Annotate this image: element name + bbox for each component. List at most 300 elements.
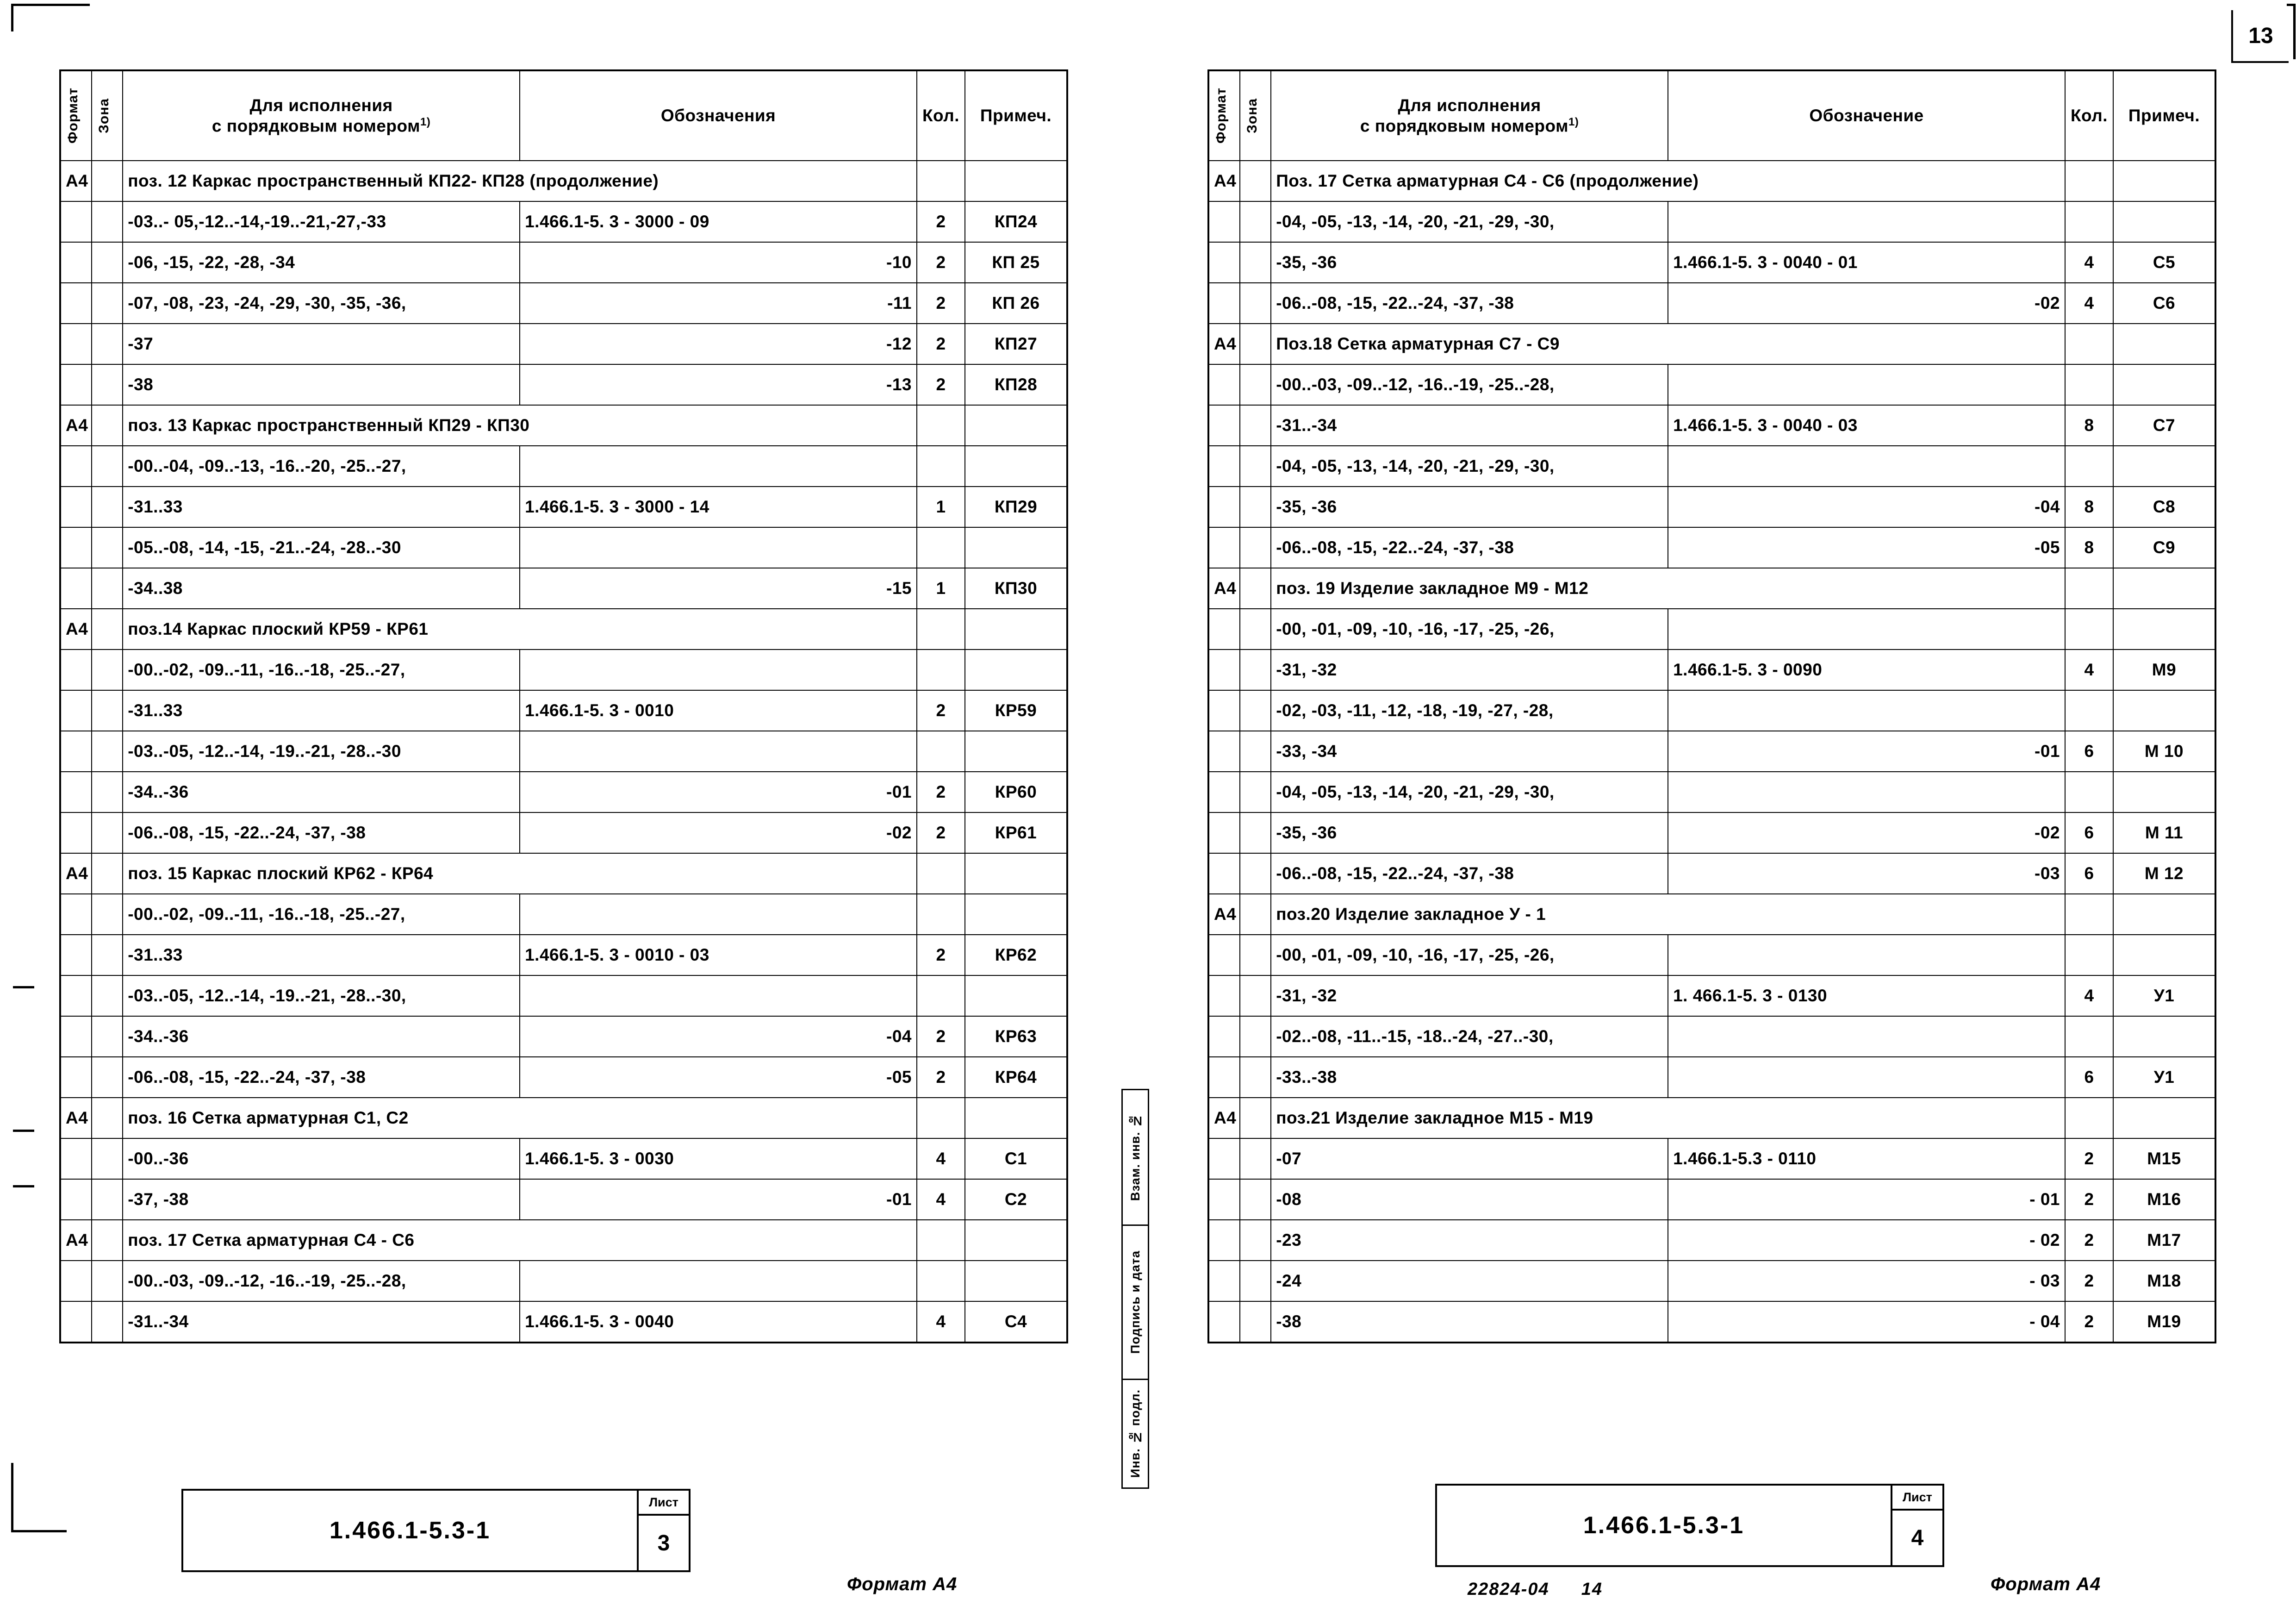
- cell-quantity: 4: [917, 1138, 965, 1179]
- cell-zone: [1240, 1016, 1271, 1057]
- cell-designation: [1668, 1016, 2065, 1057]
- sheet-number-right: 4: [1911, 1525, 1924, 1550]
- cell-format: [1208, 731, 1240, 772]
- cell-remark: КР60: [965, 772, 1067, 812]
- cell-designation: 1.466.1-5. 3 - 0010 - 03: [520, 935, 917, 975]
- table-row: [60, 935, 1067, 975]
- cell-quantity: 2: [2065, 1179, 2113, 1220]
- cell-zone: [92, 690, 123, 731]
- sheet-label-left: Лист: [639, 1491, 689, 1516]
- cell-quantity: 2: [2065, 1261, 2113, 1301]
- table-row-section-title: [60, 405, 1067, 446]
- table-row: [60, 1179, 1067, 1220]
- cell-quantity: 4: [2065, 650, 2113, 690]
- cell-format: А4: [1208, 568, 1240, 609]
- cell-quantity: [2065, 609, 2113, 650]
- cell-designation: -02: [1668, 812, 2065, 853]
- cell-execution-numbers: -00, -01, -09, -10, -16, -17, -25, -26,: [1271, 609, 1668, 650]
- cell-zone: [1240, 527, 1271, 568]
- cell-designation: [1668, 201, 2065, 242]
- archive-code: [1468, 1580, 1603, 1599]
- cell-format: [60, 283, 92, 324]
- sheet-right: [1128, 0, 2296, 1624]
- cell-zone: [92, 1138, 123, 1179]
- cell-remark: [2113, 935, 2215, 975]
- cell-quantity: [2065, 161, 2113, 201]
- cell-format: [60, 487, 92, 527]
- cell-remark: [2113, 772, 2215, 812]
- cell-quantity: [2065, 364, 2113, 405]
- cell-execution-numbers: -06..-08, -15, -22..-24, -37, -38: [123, 812, 520, 853]
- cell-remark: М17: [2113, 1220, 2215, 1261]
- cell-zone: [1240, 568, 1271, 609]
- cell-remark: М 10: [2113, 731, 2215, 772]
- cell-execution-numbers: -31, -32: [1271, 975, 1668, 1016]
- cell-designation: [520, 527, 917, 568]
- cell-remark: М18: [2113, 1261, 2215, 1301]
- cell-quantity: [2065, 690, 2113, 731]
- cell-quantity: 6: [2065, 1057, 2113, 1098]
- cell-designation: - 01: [1668, 1179, 2065, 1220]
- cell-remark: С1: [965, 1138, 1067, 1179]
- cell-format: [60, 527, 92, 568]
- cell-format: А4: [1208, 894, 1240, 935]
- frame-tick-left-mid3: [13, 1185, 34, 1187]
- cell-format: А4: [60, 405, 92, 446]
- cell-designation: [520, 731, 917, 772]
- cell-designation: 1.466.1-5. 3 - 3000 - 14: [520, 487, 917, 527]
- cell-designation: [1668, 446, 2065, 487]
- cell-designation: 1.466.1-5. 3 - 0010: [520, 690, 917, 731]
- table-row: [60, 364, 1067, 405]
- cell-remark: [965, 527, 1067, 568]
- cell-execution-numbers: -05..-08, -14, -15, -21..-24, -28..-30: [123, 527, 520, 568]
- section-title: поз. 19 Изделие закладное М9 - М12: [1271, 568, 2065, 609]
- section-title: поз. 13 Каркас пространственный КП29 - КП30: [123, 405, 917, 446]
- header-execution: [1271, 70, 1668, 161]
- cell-remark: С6: [2113, 283, 2215, 324]
- cell-designation: -04: [1668, 487, 2065, 527]
- cell-quantity: 2: [917, 690, 965, 731]
- cell-execution-numbers: -00..-36: [123, 1138, 520, 1179]
- cell-remark: [965, 446, 1067, 487]
- cell-zone: [1240, 487, 1271, 527]
- cell-zone: [1240, 446, 1271, 487]
- cell-format: [60, 894, 92, 935]
- cell-format: [60, 1301, 92, 1343]
- cell-format: [60, 1261, 92, 1301]
- header-execution-footnote-marker: 1): [1568, 115, 1579, 128]
- cell-zone: [1240, 1179, 1271, 1220]
- cell-execution-numbers: -04, -05, -13, -14, -20, -21, -29, -30,: [1271, 446, 1668, 487]
- cell-zone: [1240, 283, 1271, 324]
- cell-execution-numbers: -34..-36: [123, 772, 520, 812]
- cell-remark: [2113, 201, 2215, 242]
- table-row: [60, 772, 1067, 812]
- cell-execution-numbers: -06..-08, -15, -22..-24, -37, -38: [1271, 527, 1668, 568]
- cell-quantity: 8: [2065, 405, 2113, 446]
- cell-designation: - 03: [1668, 1261, 2065, 1301]
- cell-format: [1208, 1057, 1240, 1098]
- cell-zone: [1240, 650, 1271, 690]
- cell-remark: [2113, 1016, 2215, 1057]
- table-row: [1208, 1016, 2215, 1057]
- cell-format: [1208, 1301, 1240, 1343]
- cell-designation: -11: [520, 283, 917, 324]
- table-row: [60, 812, 1067, 853]
- cell-zone: [92, 527, 123, 568]
- cell-remark: [2113, 568, 2215, 609]
- cell-execution-numbers: -23: [1271, 1220, 1668, 1261]
- cell-zone: [92, 812, 123, 853]
- cell-remark: [965, 975, 1067, 1016]
- cell-remark: М15: [2113, 1138, 2215, 1179]
- cell-designation: [520, 1261, 917, 1301]
- cell-execution-numbers: -31..33: [123, 935, 520, 975]
- cell-zone: [1240, 1220, 1271, 1261]
- cell-remark: [965, 609, 1067, 650]
- cell-zone: [92, 324, 123, 364]
- cell-quantity: 4: [2065, 283, 2113, 324]
- table-row: [1208, 812, 2215, 853]
- cell-quantity: 2: [917, 283, 965, 324]
- cell-quantity: [2065, 201, 2113, 242]
- cell-quantity: 2: [917, 242, 965, 283]
- table-row: [1208, 731, 2215, 772]
- cell-execution-numbers: -06..-08, -15, -22..-24, -37, -38: [123, 1057, 520, 1098]
- sidebar-vzam-inv: Взам. инв. №: [1123, 1090, 1148, 1226]
- cell-designation: [1668, 935, 2065, 975]
- cell-format: А4: [60, 609, 92, 650]
- cell-designation: -02: [520, 812, 917, 853]
- table-row-section-title: [60, 609, 1067, 650]
- cell-remark: [965, 1098, 1067, 1138]
- table-row: [1208, 1057, 2215, 1098]
- cell-remark: [965, 650, 1067, 690]
- cell-zone: [92, 853, 123, 894]
- archive-code-extra: 14: [1581, 1580, 1603, 1599]
- cell-quantity: [2065, 1016, 2113, 1057]
- cell-execution-numbers: -03..-05, -12..-14, -19..-21, -28..-30,: [123, 975, 520, 1016]
- cell-quantity: [917, 853, 965, 894]
- table-row: [60, 283, 1067, 324]
- cell-execution-numbers: -00..-03, -09..-12, -16..-19, -25..-28,: [1271, 364, 1668, 405]
- cell-quantity: [917, 161, 965, 201]
- sidebar-podpis-data: Подпись и дата: [1123, 1226, 1148, 1380]
- table-row: [1208, 242, 2215, 283]
- cell-zone: [1240, 324, 1271, 364]
- cell-designation: 1.466.1-5. 3 - 0030: [520, 1138, 917, 1179]
- cell-remark: КП30: [965, 568, 1067, 609]
- cell-zone: [92, 1057, 123, 1098]
- table-row: [60, 650, 1067, 690]
- cell-remark: КР63: [965, 1016, 1067, 1057]
- format-note-left: Формат А4: [847, 1574, 958, 1594]
- section-title: поз.21 Изделие закладное М15 - М19: [1271, 1098, 2065, 1138]
- cell-format: [60, 364, 92, 405]
- header-execution: [123, 70, 520, 161]
- cell-format: [60, 975, 92, 1016]
- cell-zone: [1240, 1301, 1271, 1343]
- cell-zone: [1240, 894, 1271, 935]
- cell-format: [1208, 446, 1240, 487]
- cell-designation: -02: [1668, 283, 2065, 324]
- cell-zone: [92, 894, 123, 935]
- cell-format: [1208, 283, 1240, 324]
- specification-table-left: [59, 69, 1068, 1343]
- table-row-section-title: [60, 853, 1067, 894]
- cell-quantity: 2: [917, 364, 965, 405]
- cell-designation: 1.466.1-5. 3 - 0090: [1668, 650, 2065, 690]
- header-zone: [1240, 70, 1271, 161]
- cell-quantity: 2: [2065, 1220, 2113, 1261]
- cell-remark: М16: [2113, 1179, 2215, 1220]
- header-zone-label: Зона: [96, 98, 112, 133]
- cell-designation: -01: [1668, 731, 2065, 772]
- cell-remark: [965, 1220, 1067, 1261]
- cell-zone: [1240, 609, 1271, 650]
- cell-format: А4: [1208, 1098, 1240, 1138]
- table-row: [60, 1301, 1067, 1343]
- cell-quantity: 2: [917, 1016, 965, 1057]
- cell-zone: [1240, 772, 1271, 812]
- header-execution-line2: с порядковым номером: [1360, 116, 1569, 136]
- cell-format: [1208, 975, 1240, 1016]
- cell-format: А4: [1208, 324, 1240, 364]
- drawing-sidebar: [1121, 1089, 1149, 1489]
- header-execution-line1: Для исполнения: [249, 96, 393, 115]
- page-number: 13: [2248, 23, 2273, 48]
- cell-zone: [1240, 853, 1271, 894]
- section-title: поз. 12 Каркас пространственный КП22- КП28 (продолжение): [123, 161, 917, 201]
- table-row-section-title: [60, 1098, 1067, 1138]
- table-row: [1208, 1301, 2215, 1343]
- cell-format: [60, 812, 92, 853]
- cell-zone: [1240, 1057, 1271, 1098]
- table-row: [1208, 1179, 2215, 1220]
- cell-format: [1208, 487, 1240, 527]
- section-title: Поз. 17 Сетка арматурная С4 - С6 (продолжение): [1271, 161, 2065, 201]
- cell-zone: [1240, 242, 1271, 283]
- cell-format: [1208, 935, 1240, 975]
- cell-quantity: 1: [917, 568, 965, 609]
- cell-designation: -01: [520, 772, 917, 812]
- cell-remark: [965, 853, 1067, 894]
- cell-zone: [1240, 1098, 1271, 1138]
- cell-designation: 1. 466.1-5. 3 - 0130: [1668, 975, 2065, 1016]
- cell-quantity: 2: [917, 201, 965, 242]
- frame-tick-left-mid: [13, 986, 34, 988]
- cell-format: [1208, 772, 1240, 812]
- cell-designation: 1.466.1-5. 3 - 0040: [520, 1301, 917, 1343]
- cell-designation: [1668, 609, 2065, 650]
- cell-remark: [965, 1261, 1067, 1301]
- cell-format: [1208, 364, 1240, 405]
- cell-format: А4: [60, 161, 92, 201]
- cell-remark: [2113, 609, 2215, 650]
- cell-designation: 1.466.1-5. 3 - 0040 - 03: [1668, 405, 2065, 446]
- cell-remark: КП27: [965, 324, 1067, 364]
- cell-remark: КР64: [965, 1057, 1067, 1098]
- cell-quantity: 6: [2065, 731, 2113, 772]
- cell-zone: [92, 1016, 123, 1057]
- cell-designation: -04: [520, 1016, 917, 1057]
- cell-format: [60, 201, 92, 242]
- cell-zone: [1240, 364, 1271, 405]
- table-row: [1208, 853, 2215, 894]
- page-number-box: [2231, 10, 2289, 63]
- cell-designation: [1668, 772, 2065, 812]
- cell-designation: 1.466.1-5. 3 - 3000 - 09: [520, 201, 917, 242]
- cell-remark: КР62: [965, 935, 1067, 975]
- sidebar-inv-podl: Инв. № подл.: [1128, 1389, 1142, 1478]
- table-row: [60, 975, 1067, 1016]
- cell-quantity: [917, 975, 965, 1016]
- cell-quantity: [2065, 772, 2113, 812]
- sheet-number-box-right: [1892, 1486, 1942, 1565]
- cell-designation: -01: [520, 1179, 917, 1220]
- cell-designation: - 04: [1668, 1301, 2065, 1343]
- cell-format: [60, 242, 92, 283]
- cell-quantity: [917, 1261, 965, 1301]
- cell-designation: -05: [1668, 527, 2065, 568]
- header-format-label: Формат: [65, 87, 81, 144]
- table-row: [60, 446, 1067, 487]
- cell-format: [1208, 1179, 1240, 1220]
- cell-designation: 1.466.1-5. 3 - 0040 - 01: [1668, 242, 2065, 283]
- cell-zone: [1240, 1261, 1271, 1301]
- cell-execution-numbers: -24: [1271, 1261, 1668, 1301]
- cell-designation: [520, 975, 917, 1016]
- table-row: [60, 1138, 1067, 1179]
- cell-quantity: 2: [917, 772, 965, 812]
- table-row: [1208, 283, 2215, 324]
- table-row: [1208, 1261, 2215, 1301]
- cell-execution-numbers: -35, -36: [1271, 242, 1668, 283]
- table-row-section-title: [60, 161, 1067, 201]
- cell-format: А4: [60, 1220, 92, 1261]
- cell-quantity: [917, 731, 965, 772]
- sheet-label-right: Лист: [1892, 1486, 1942, 1511]
- cell-zone: [92, 201, 123, 242]
- table-row: [1208, 201, 2215, 242]
- cell-execution-numbers: -03..-05, -12..-14, -19..-21, -28..-30: [123, 731, 520, 772]
- cell-designation: -15: [520, 568, 917, 609]
- cell-remark: [965, 161, 1067, 201]
- header-execution-footnote-marker: 1): [420, 115, 431, 128]
- cell-remark: С7: [2113, 405, 2215, 446]
- cell-quantity: [2065, 568, 2113, 609]
- cell-format: [60, 568, 92, 609]
- cell-remark: [965, 894, 1067, 935]
- table-row: [1208, 1220, 2215, 1261]
- cell-format: [1208, 853, 1240, 894]
- cell-remark: КР59: [965, 690, 1067, 731]
- cell-execution-numbers: -02, -03, -11, -12, -18, -19, -27, -28,: [1271, 690, 1668, 731]
- table-row: [60, 487, 1067, 527]
- cell-execution-numbers: -00..-04, -09..-13, -16..-20, -25..-27,: [123, 446, 520, 487]
- cell-quantity: [917, 446, 965, 487]
- cell-format: [1208, 201, 1240, 242]
- cell-quantity: 2: [2065, 1138, 2113, 1179]
- cell-quantity: [917, 609, 965, 650]
- cell-execution-numbers: -37: [123, 324, 520, 364]
- header-zone: [92, 70, 123, 161]
- cell-format: [1208, 812, 1240, 853]
- cell-zone: [92, 935, 123, 975]
- cell-execution-numbers: -03..- 05,-12..-14,-19..-21,-27,-33: [123, 201, 520, 242]
- table-row-section-title: [1208, 1098, 2215, 1138]
- cell-quantity: 6: [2065, 853, 2113, 894]
- table-row: [1208, 609, 2215, 650]
- cell-execution-numbers: -06..-08, -15, -22..-24, -37, -38: [1271, 853, 1668, 894]
- cell-zone: [1240, 405, 1271, 446]
- cell-format: [60, 1016, 92, 1057]
- cell-remark: М19: [2113, 1301, 2215, 1343]
- table-row: [1208, 446, 2215, 487]
- header-designation: Обозначения: [520, 70, 917, 161]
- cell-remark: М9: [2113, 650, 2215, 690]
- document-code-right: 1.466.1-5.3-1: [1437, 1486, 1892, 1565]
- section-title: поз. 17 Сетка арматурная С4 - С6: [123, 1220, 917, 1261]
- cell-format: [60, 1057, 92, 1098]
- cell-remark: [2113, 446, 2215, 487]
- cell-format: [1208, 242, 1240, 283]
- cell-execution-numbers: -07, -08, -23, -24, -29, -30, -35, -36,: [123, 283, 520, 324]
- cell-quantity: [917, 650, 965, 690]
- cell-zone: [92, 446, 123, 487]
- cell-execution-numbers: -37, -38: [123, 1179, 520, 1220]
- cell-zone: [1240, 812, 1271, 853]
- table-row: [60, 324, 1067, 364]
- cell-execution-numbers: -04, -05, -13, -14, -20, -21, -29, -30,: [1271, 772, 1668, 812]
- cell-quantity: [2065, 324, 2113, 364]
- cell-execution-numbers: -07: [1271, 1138, 1668, 1179]
- cell-designation: -03: [1668, 853, 2065, 894]
- cell-quantity: 2: [2065, 1301, 2113, 1343]
- cell-designation: [520, 894, 917, 935]
- cell-execution-numbers: -31, -32: [1271, 650, 1668, 690]
- cell-quantity: [917, 894, 965, 935]
- table-row-section-title: [1208, 568, 2215, 609]
- cell-quantity: [917, 1098, 965, 1138]
- cell-quantity: [2065, 446, 2113, 487]
- header-execution-line1: Для исполнения: [1398, 96, 1541, 115]
- table-row: [1208, 405, 2215, 446]
- cell-quantity: 2: [917, 324, 965, 364]
- cell-format: [1208, 609, 1240, 650]
- cell-format: [1208, 527, 1240, 568]
- cell-remark: [965, 405, 1067, 446]
- document-code-left: 1.466.1-5.3-1: [183, 1491, 639, 1570]
- cell-format: [60, 1179, 92, 1220]
- cell-format: [1208, 650, 1240, 690]
- cell-quantity: [2065, 1098, 2113, 1138]
- cell-remark: С9: [2113, 527, 2215, 568]
- cell-remark: [2113, 690, 2215, 731]
- cell-quantity: [917, 527, 965, 568]
- cell-remark: КП28: [965, 364, 1067, 405]
- cell-designation: [1668, 1057, 2065, 1098]
- table-row: [60, 690, 1067, 731]
- sheet-number-left: 3: [657, 1530, 670, 1555]
- cell-execution-numbers: -35, -36: [1271, 812, 1668, 853]
- cell-format: А4: [1208, 161, 1240, 201]
- cell-format: [60, 1138, 92, 1179]
- header-designation: Обозначение: [1668, 70, 2065, 161]
- table-row: [1208, 690, 2215, 731]
- cell-format: [1208, 1220, 1240, 1261]
